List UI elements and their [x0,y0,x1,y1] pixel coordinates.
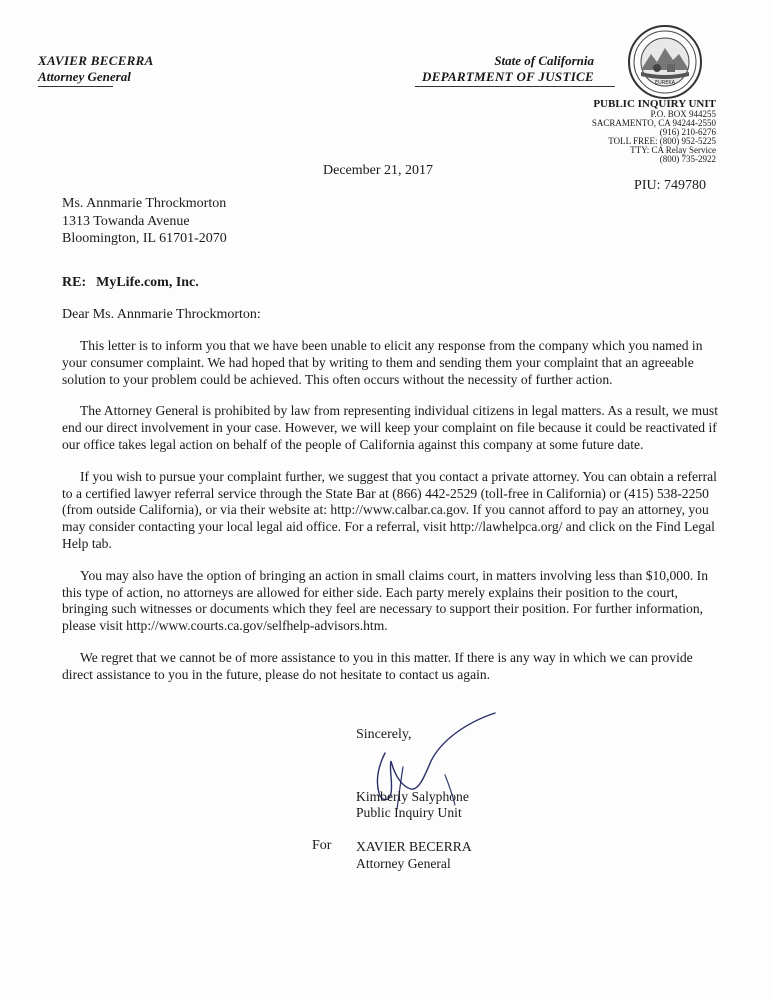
body-paragraph: You may also have the option of bringing an action in small claims court, in matters involving less than $10,000. In this type of action, no attorneys are allowed for either side. Each party merely explains their position to the court, bringing such witnesses or documents which they feel are necessary to support their position. For further information, please visit http://www.courts.ca.gov/selfhelp-advisors.htm. [62,567,708,634]
closing-sincerely: Sincerely, [356,727,412,742]
for-block [356,838,472,872]
letter-date: December 21, 2017 [323,163,434,178]
signer-block [356,789,469,821]
signer-unit: Public Inquiry Unit [356,805,462,820]
recipient-city: Bloomington, IL 61701-2070 [62,231,227,246]
inquiry-unit-line: P.O. BOX 944255 [650,109,716,119]
re-subject: MyLife.com, Inc. [96,275,199,290]
signer-name: Kimberly Salyphone [356,789,469,804]
header-rule-left [38,86,113,87]
salutation: Dear Ms. Annmarie Throckmorton: [62,307,261,322]
recipient-address [62,195,227,248]
piu-number: PIU: 749780 [634,178,706,193]
attorney-general-title: Attorney General [38,69,131,84]
attorney-general-name: XAVIER BECERRA [38,53,154,68]
california-state-seal-icon [627,24,703,100]
re-line [62,275,199,291]
body-paragraph: The Attorney General is prohibited by law from representing individual citizens in legal matters. As a result, we must end our direct involvement in your case. However, we will keep your complaint on file because it could be reactivated if our office takes legal action on behalf of the people of California against this company at some future date. [62,403,718,452]
for-label: For [312,838,332,853]
body-paragraph: We regret that we cannot be of more assistance to you in this matter. If there is any way in which we can provide direct assistance to you in the future, please do not hesitate to contact us again. [62,649,693,682]
recipient-name: Ms. Annmarie Throckmorton [62,196,227,211]
department-name: DEPARTMENT OF JUSTICE [422,69,594,84]
re-label: RE: [62,275,87,290]
letter-body [62,338,718,699]
inquiry-unit-line: (916) 210-6276 [659,127,716,137]
inquiry-unit-line: (800) 735-2922 [659,154,716,164]
for-name: XAVIER BECERRA [356,839,472,854]
body-paragraph: This letter is to inform you that we have been unable to elicit any response from the company which you named in your consumer complaint. We had hoped that by writing to them and sending them your complaint that an agreeable solution to your problem could be achieved. This often occurs without the necessity of further action. [62,338,703,387]
inquiry-unit-line: TTY: CA Relay Service [630,145,716,155]
public-inquiry-unit-block [592,98,716,164]
inquiry-unit-title: PUBLIC INQUIRY UNIT [593,98,716,110]
body-paragraph: If you wish to pursue your complaint further, we suggest that you contact a private attorney. You can obtain a referral to a certified lawyer referral service through the State Bar at (866) 442-2529 (toll-free in California) or (415) 538-2250 (from outside California), or via their website at: http://www.calbar.ca.gov. If you cannot afford to pay an attorney, you may consider contacting your local legal aid office. For a referral, visit http://lawhelpca.org/ and click on the Find Legal Help tab. [62,468,717,551]
svg-text:EUREKA: EUREKA [654,80,676,86]
inquiry-unit-line: TOLL FREE: (800) 952-5225 [608,136,716,146]
for-title: Attorney General [356,856,451,871]
recipient-street: 1313 Towanda Avenue [62,213,190,229]
inquiry-unit-line: SACRAMENTO, CA 94244-2550 [591,118,716,128]
state-name: State of California [494,53,594,68]
header-rule-right [415,86,615,87]
